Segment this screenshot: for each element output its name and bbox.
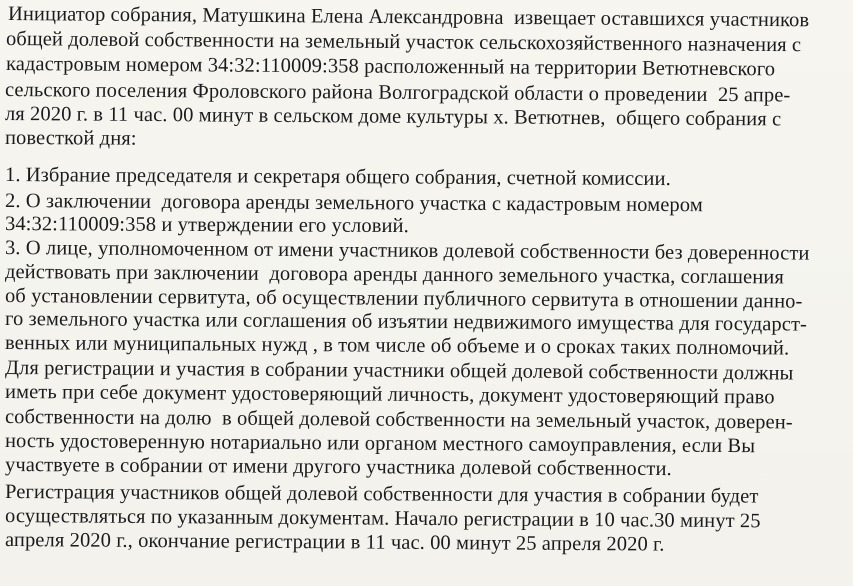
- agenda-item-3-a: 3. О лице, уполномоченном от имени участников долевой собственности без доверенности: [4, 237, 810, 265]
- document-line-22: апреля 2020 г., окончание регистрации в 11 час. 00 минут 25 апреля 2020 г.: [4, 529, 665, 556]
- document-line-19: участвуете в собрании от имени другого участника долевой собственности.: [4, 454, 672, 481]
- agenda-item-3-e: венных или муниципальных нужд , в том числе об объеме и о сроках таких полномочий.: [4, 332, 790, 360]
- document-line-21: осуществляться по указанным документам. Начало регистрации в 10 час.30 минут 25: [4, 505, 761, 533]
- document-line-4: сельского поселения Фроловского района Волгоградской области о проведении 25 апре-: [4, 79, 791, 107]
- agenda-item-3-b: действовать при заключении договора аренды данного земельного участка, соглашения: [4, 261, 785, 289]
- agenda-item-2-b: 34:32:110009:358 и утверждении его условий.: [4, 213, 409, 238]
- agenda-item-3-d: го земельного участка или соглашения об изъятии недвижимого имущества для государст-: [4, 308, 808, 336]
- agenda-item-3-c: об установлении сервитута, об осуществлении публичного сервитута в отношении данно-: [4, 285, 803, 313]
- document-line-2: общей долевой собственности на земельный участок сельскохозяйственного назначения с: [5, 28, 802, 57]
- document-line-1: Инициатор собрания, Матушкина Елена Александровна извещает оставшихся участников: [7, 3, 810, 32]
- document-line-3: кадастровым номером 34:32:110009:358 расположенный на территории Ветютневского: [5, 53, 776, 81]
- document-line-20: Регистрация участников общей долевой собственности для участия в собрании будет: [4, 481, 759, 508]
- agenda-item-2-a: 2. О заключении договора аренды земельного участка с кадастровым номером: [4, 190, 703, 217]
- document-line-15: Для регистрации и участия в собрании участники общей долевой собственности должны: [4, 357, 794, 385]
- document-line-6: повесткой дня:: [4, 127, 137, 150]
- document-line-5: ля 2020 г. в 11 час. 00 минут в сельском доме культуры х. Ветютнев, общего собрания с: [4, 103, 782, 131]
- agenda-item-1: 1. Избрание председателя и секретаря общего собрания, счетной комиссии.: [4, 164, 671, 191]
- document-line-16: иметь при себе документ удостоверяющий личность, документ удостоверяющий право: [4, 381, 775, 409]
- document-line-17: собственности на долю в общей долевой собственности на земельный участок, доверен-: [4, 406, 793, 434]
- document-line-18: ность удостоверенную нотариально или органом местного самоуправления, если Вы: [4, 430, 756, 458]
